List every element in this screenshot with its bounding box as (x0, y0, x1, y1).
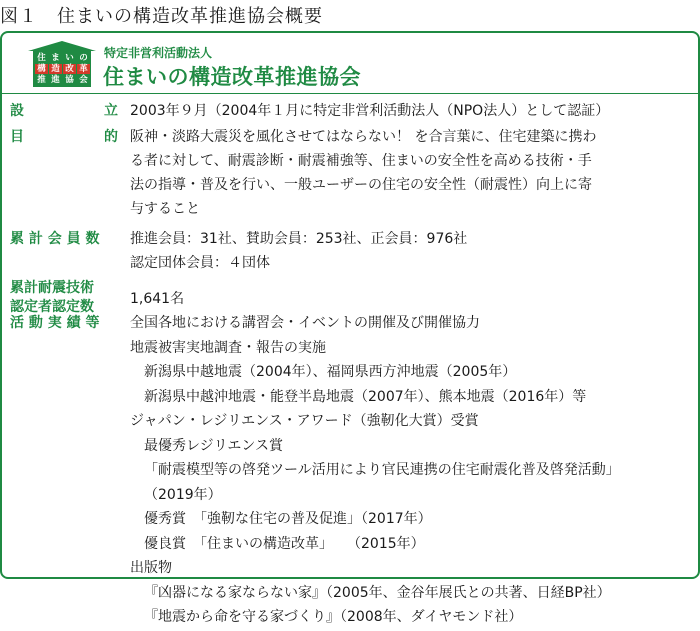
logo-char: 革 (77, 64, 90, 74)
logo-char: の (79, 53, 88, 63)
org-header (2, 33, 698, 93)
logo-char: 造 (49, 64, 62, 74)
org-subtitle: 特定非営利活動法人 (104, 46, 213, 60)
logo-char: 協 (65, 75, 74, 85)
purpose-line: 法の指導・普及を行い、一般ユーザーの住宅の安全性（耐震性）向上に寄 (130, 177, 592, 193)
value-established: 2003年９月（2004年１月に特定非営利活動法人（NPO法人）として認証） (130, 103, 610, 119)
overview-panel (0, 31, 700, 625)
label-char: 目 (10, 129, 24, 145)
row-activities (2, 311, 698, 631)
value-certified: 1,641名 (130, 291, 185, 307)
org-logo (28, 41, 96, 87)
activity-line: 「耐震模型等の啓発ツール活用により官民連携の住宅耐震化普及啓発活動」 (144, 462, 620, 478)
activity-line: 最優秀レジリエンス賞 (144, 437, 283, 454)
logo-char: 会 (79, 75, 88, 85)
activity-line: 出版物 (130, 560, 172, 576)
logo-body (33, 51, 91, 87)
members-line: 認定団体会員：４団体 (130, 255, 270, 271)
activity-line: ジャパン・レジリエンス・アワード（強靭化大賞）受賞 (130, 413, 479, 429)
logo-char: 進 (51, 75, 60, 85)
row-purpose (2, 125, 698, 221)
label-established (10, 99, 118, 123)
logo-char: 推 (37, 75, 46, 85)
logo-char: 構 (35, 64, 48, 74)
activity-line: 地震被害実地調査・報告の実施 (130, 339, 326, 356)
logo-char: 住 (37, 53, 46, 63)
logo-roof-icon (28, 41, 96, 51)
label-char: 的 (104, 129, 118, 145)
value-activities (130, 311, 694, 630)
label-line: 認定者認定数 (10, 299, 94, 315)
figure-title: 図１ 住まいの構造改革推進協会概要 (0, 6, 323, 27)
activity-line: 優秀賞 「強靭な住宅の普及促進」（2017年） (144, 511, 432, 527)
purpose-line: 阪神・淡路大震災を風化させてはならない！ を合言葉に、住宅建築に携わ (130, 129, 597, 145)
activity-line: 『地震から命を守る家づくり』（2008年、ダイヤモンド社） (144, 609, 523, 625)
logo-char: い (65, 53, 74, 63)
value-purpose (130, 125, 694, 221)
org-name: 住まいの構造改革推進協会 (103, 65, 361, 89)
activity-line: 『凶器になる家ならない家』（2005年、金谷年展氏との共著、日経BP社） (144, 584, 611, 601)
activity-line: 優良賞 「住まいの構造改革」 （2015年） (144, 535, 425, 552)
value-members (130, 227, 694, 275)
label-line: 累計耐震技術 (10, 280, 94, 296)
label-char: 設 (10, 103, 24, 119)
purpose-line: る者に対して、耐震診断・耐震補強等、住まいの安全性を高める技術・手 (130, 153, 592, 169)
row-established (2, 99, 698, 123)
purpose-line: 与すること (130, 201, 200, 217)
logo-char: 改 (63, 64, 76, 74)
activity-line: 新潟県中越沖地震・能登半島地震（2007年）、熊本地震（2016年）等 (144, 388, 587, 405)
logo-char: ま (51, 53, 60, 63)
header-divider (2, 93, 698, 94)
label-char: 立 (104, 103, 118, 119)
label-activities: 活 動 実 績 等 (10, 315, 100, 331)
label-purpose (10, 125, 118, 149)
activity-line: 新潟県中越地震（2004年）、福岡県西方沖地震（2005年） (144, 364, 517, 380)
members-line: 推進会員：31社、賛助会員：253社、正会員：976社 (130, 231, 468, 247)
activity-line: （2019年） (144, 486, 222, 503)
row-members (2, 227, 698, 275)
activity-line: 全国各地における講習会・イベントの開催及び開催協力 (130, 315, 480, 331)
label-members: 累 計 会 員 数 (10, 231, 100, 247)
